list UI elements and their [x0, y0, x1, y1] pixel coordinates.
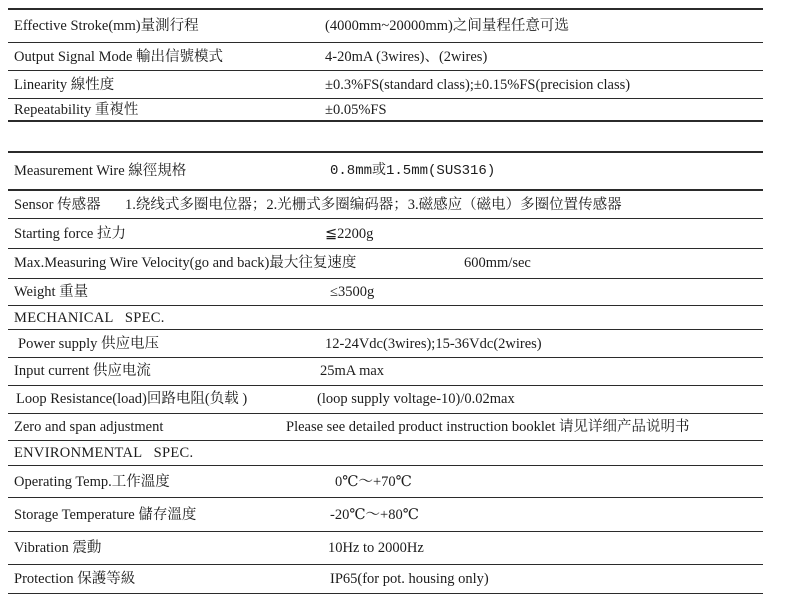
spec-label: Vibration 震動 [14, 539, 102, 556]
spec-row-linearity [8, 71, 763, 99]
spec-row-weight [8, 279, 763, 307]
spec-row-output-signal-mode [8, 43, 763, 71]
spec-row-zero-span-adjustment [8, 414, 763, 441]
spec-label: Repeatability 重複性 [14, 101, 139, 118]
spec-label: Zero and span adjustment [14, 418, 164, 435]
section-title: ENVIRONMENTAL SPEC. [14, 444, 194, 461]
spec-row-max-wire-velocity [8, 249, 763, 279]
spec-label: Starting force 拉力 [14, 225, 126, 242]
spec-label: Input current 供应电流 [14, 363, 151, 379]
spec-value: ±0.05%FS [325, 101, 387, 118]
spec-label: Storage Temperature 儲存溫度 [14, 506, 197, 523]
spec-row-operating-temp [8, 466, 763, 498]
section-title: MECHANICAL SPEC. [14, 309, 165, 326]
section-row-environmental-spec [8, 441, 763, 467]
spec-row-sensor [8, 191, 763, 219]
spec-value: -20℃～+80℃ [330, 506, 419, 523]
spec-value: 600mm/sec [464, 255, 531, 271]
spec-label: Protection 保護等級 [14, 570, 136, 587]
spec-value: IP65(for pot. housing only) [330, 570, 489, 587]
spec-value: 0.8mm或1.5mm(SUS316) [330, 163, 496, 179]
detail-spec-table [8, 151, 763, 594]
performance-spec-table [8, 8, 763, 122]
spec-value: 4-20mA (3wires)、(2wires) [325, 48, 488, 65]
spec-value: (4000mm~20000mm)之间量程任意可选 [325, 17, 569, 34]
spec-label: Loop Resistance(load)回路电阻(负载 ) [16, 390, 248, 407]
spec-value: 25mA max [320, 363, 385, 379]
section-row-mechanical-spec [8, 306, 763, 330]
spec-row-starting-force [8, 219, 763, 249]
spec-row-vibration [8, 532, 763, 565]
spec-label: Power supply 供应电压 [18, 335, 159, 352]
spec-label: Output Signal Mode 輸出信號模式 [14, 48, 224, 65]
spec-label: Linearity 線性度 [14, 76, 115, 93]
spec-value: 1.绕线式多圈电位器；2.光栅式多圈编码器；3.磁感应（磁电）多圈位置传感器 [125, 196, 622, 213]
spec-value: 0℃～+70℃ [335, 473, 412, 490]
spec-value: 12-24Vdc(3wires);15-36Vdc(2wires) [325, 335, 542, 352]
spec-row-loop-resistance [8, 386, 763, 414]
spec-label: Weight 重量 [14, 283, 89, 300]
spec-value: ≦2200g [325, 225, 374, 242]
spec-label: Max.Measuring Wire Velocity(go and back)最大往复速度 [14, 255, 357, 271]
spec-row-input-current [8, 358, 763, 386]
spec-row-storage-temp [8, 498, 763, 532]
spec-row-measurement-wire [8, 153, 763, 191]
spec-row-repeatability [8, 99, 763, 122]
spec-value: Please see detailed product instruction booklet 请见详细产品说明书 [286, 418, 690, 435]
spec-label: Measurement Wire 線徑規格 [14, 162, 187, 179]
spec-label: Effective Stroke(mm)量測行程 [14, 17, 199, 34]
spec-value: ±0.3%FS(standard class);±0.15%FS(precision class) [325, 76, 631, 93]
spec-value: ≤3500g [330, 283, 375, 300]
spec-value: 10Hz to 2000Hz [328, 539, 424, 556]
spec-value: (loop supply voltage-10)/0.02max [317, 390, 515, 407]
spec-row-protection [8, 565, 763, 594]
spec-label: Sensor 传感器 [14, 196, 101, 213]
spec-row-effective-stroke [8, 10, 763, 43]
spec-row-power-supply [8, 330, 763, 358]
spec-label: Operating Temp.工作溫度 [14, 473, 170, 490]
